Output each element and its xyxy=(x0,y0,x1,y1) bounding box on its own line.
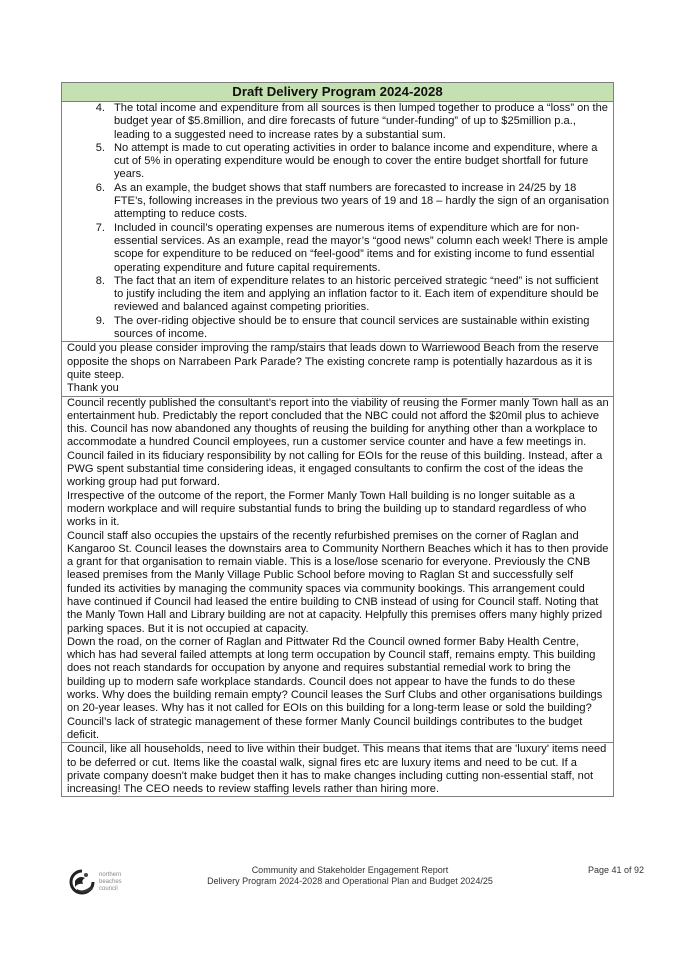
item-text: No attempt is made to cut operating activities in order to balance income and expenditure, where a cut of 5% in operating expenditure would be enough to cover the entire budget shortfall for future years. xyxy=(114,141,598,181)
item-number: 6. xyxy=(95,181,105,194)
submission-cell-3 xyxy=(62,397,613,744)
footer-title-line2: Delivery Program 2024-2028 and Operational Plan and Budget 2024/25 xyxy=(207,876,493,886)
list-item xyxy=(67,182,610,222)
list-item xyxy=(67,102,610,142)
page-number: Page 41 of 92 xyxy=(588,865,645,875)
list-item xyxy=(67,222,610,275)
submission-cell-1 xyxy=(62,102,613,342)
paragraph: Council’s lack of strategic management of these former Manly Council buildings contributes to the budget deficit. xyxy=(67,715,583,741)
paragraph: Thank you xyxy=(67,382,119,395)
council-logo xyxy=(69,867,129,897)
item-text: Included in council’s operating expenses are numerous items of expenditure which are for non-essential services. As an example, read the mayor’s “good news” column each week! There is ample scope for expenditure to be reduced on “feel-good” items and for existing income to fund essential operating expenditure and future capital requirements. xyxy=(114,221,608,274)
northern-beaches-council-logo-icon xyxy=(69,869,95,895)
page-footer xyxy=(0,865,675,905)
table-header: Draft Delivery Program 2024-2028 xyxy=(62,83,613,102)
item-text: The total income and expenditure from all sources is then lumped together to produce a “loss” on the budget year of $5.8million, and dire forecasts of future “under-funding” of up to $25million p.a., leading to a suggested need to increase rates by a substantial sum. xyxy=(114,102,608,141)
submission-cell-2 xyxy=(62,342,613,396)
submissions-table xyxy=(61,82,614,797)
item-number: 7. xyxy=(95,221,105,234)
item-number: 9. xyxy=(95,314,105,327)
item-text: As an example, the budget shows that staff numbers are forecasted to increase in 24/25 by 18 FTE’s, following increases in the previous two years of 19 and 18 – hardly the sign of an organisation attempting to reduce costs. xyxy=(114,181,609,221)
logo-text xyxy=(99,872,122,893)
footer-title xyxy=(200,865,500,887)
item-number: 5. xyxy=(95,141,105,154)
submission-cell-4 xyxy=(62,743,613,796)
paragraph: Council, like all households, need to live within their budget. This means that items that are 'luxury' items need to be deferred or cut. Items like the coastal walk, signal fires etc are luxury items and need to be cut. If a private company doesn't make budget then it has to make changes including cutting non-essential staff, not increasing! The CEO needs to review staffing levels rather than hiring more. xyxy=(67,743,607,796)
item-number: 4. xyxy=(95,102,105,114)
list-item xyxy=(67,315,610,342)
paragraph: Down the road, on the corner of Raglan and Pittwater Rd the Council owned former Baby Health Centre, which has had several failed attempts at long term occupation by Council staff, remains empty. This building does not reach standards for occupation by anyone and requires substantial remedial work to bring the building up to modern safe workplace standards. Council does not appear to have the funds to do these works. Why does the building remain empty? Council leases the Surf Clubs and other organisations buildings on 20-year leases. Why has it not called for EOIs on this building for a long-term lease or sold the building? xyxy=(67,635,603,715)
logo-text-line: council xyxy=(99,885,118,892)
paragraph: Could you please consider improving the ramp/stairs that leads down to Warriewood Beach from the reserve opposite the shops on Narrabeen Park Parade? The existing concrete ramp is potentially hazardous as it is quite steep. xyxy=(67,342,599,381)
footer-title-line1: Community and Stakeholder Engagement Report xyxy=(251,865,449,875)
item-number: 8. xyxy=(95,274,105,287)
numbered-list xyxy=(67,102,610,341)
list-item xyxy=(67,275,610,315)
paragraph: Irrespective of the outcome of the report, the Former Manly Town Hall building is no longer suitable as a modern workplace and will require substantial funds to bring the building up to standard regardless of who works in it. xyxy=(67,489,587,529)
logo-text-line: northern xyxy=(99,871,122,878)
paragraph: Council failed in its fiduciary responsibility by not calling for EOIs for the reuse of this building. Instead, after a PWG spent substantial time considering ideas, it engaged consultants to confirm the cost of the ideas the working group had put forward. xyxy=(67,449,603,489)
paragraph: Council staff also occupies the upstairs of the recently refurbished premises on the corner of Raglan and Kangaroo St. Council leases the downstairs area to Community Northern Beaches which it has to then provide a grant for that organisation to remain viable. This is a lose/lose scenario for everyone. Previously the CNB leased premises from the Manly Village Public School before moving to Raglan St and successfully self funded its activities by managing the community spaces via community bookings. This arrangement could have continued if Council had leased the entire building to CNB instead of using for Council staff. Noting that the Manly Town Hall and Library building are not at capacity. Helpfully this premises offers many highly prized parking spaces. But it is not occupied at capacity. xyxy=(67,529,609,635)
item-text: The fact that an item of expenditure relates to an historic perceived strategic “need” is not sufficient to justify including the item and applying an inflation factor to it. Each item of expenditure should be reviewed and balanced against competing priorities. xyxy=(114,274,599,314)
list-item xyxy=(67,142,610,182)
paragraph: Council recently published the consultant’s report into the viability of reusing the Former manly Town hall as an entertainment hub. Predictably the report concluded that the NBC could not afford the $20mil plus to achieve this. Council has now abandoned any thoughts of reusing the building for anything other than a workplace to accommodate a hundred Council employees, run a customer service counter and have a few meetings in. xyxy=(67,396,609,449)
logo-text-line: beaches xyxy=(99,878,122,885)
item-text: The over-riding objective should be to ensure that council services are sustainable within existing sources of income. xyxy=(114,314,590,341)
